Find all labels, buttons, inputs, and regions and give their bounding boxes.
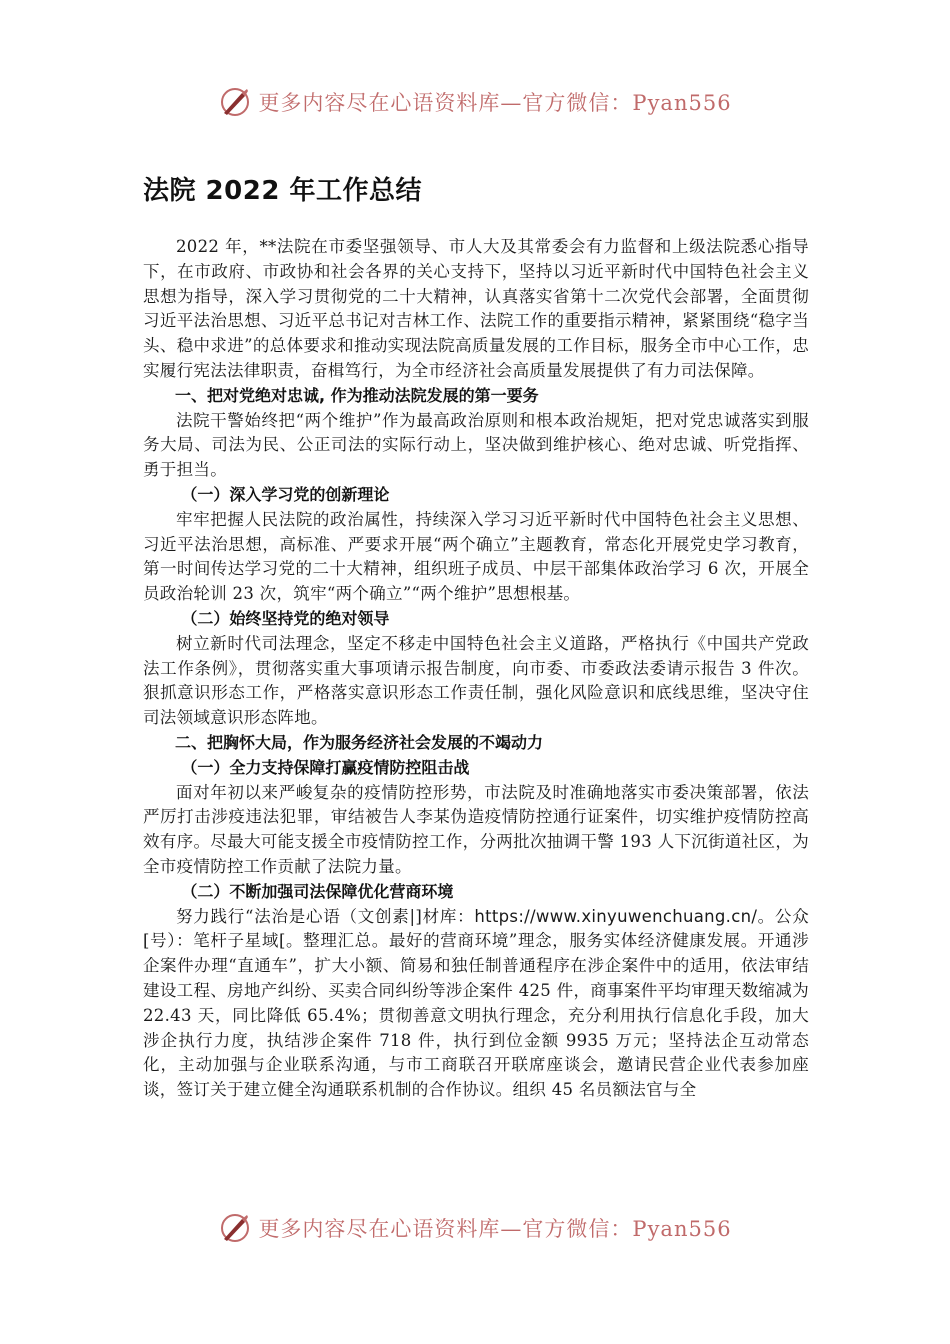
watermark-text: 更多内容尽在心语资料库—官方微信：Pyan556: [258, 91, 732, 115]
watermark-text: 更多内容尽在心语资料库—官方微信：Pyan556: [258, 1217, 732, 1241]
document-body: [143, 170, 809, 1103]
section-1-1-paragraph: 牢牢把握人民法院的政治属性，持续深入学习习近平新时代中国特色社会主义思想、习近平法治思想，高标准、严要求开展“两个确立”主题教育，常态化开展党史学习教育，第一时间传达学习党的二十大精神，组织班子成员、中层干部集体政治学习 6 次，开展全员政治轮训 23 次，筑牢“两个确立”“两个维护”思想根基。: [143, 509, 809, 604]
section-1-heading: 一、把对党绝对忠诚, 作为推动法院发展的第一要务: [175, 385, 539, 405]
section-2-heading: 二、把胸怀大局，作为服务经济社会发展的不竭动力: [175, 732, 544, 752]
section-2-1-heading: （一）全力支持保障打赢疫情防控阻击战: [181, 757, 470, 777]
section-2-2-heading: （二）不断加强司法保障优化营商环境: [181, 881, 454, 901]
section-2-2-paragraph: [143, 905, 809, 1103]
section-1-2-paragraph: 树立新时代司法理念，坚定不移走中国特色社会主义道路，严格执行《中国共产党政法工作条例》，贯彻落实重大事项请示报告制度，向市委、市委政法委请示报告 3 件次。狠抓意识形态工作，严格落实意识形态工作责任制，强化风险意识和底线思维，坚决守住司法领域意识形态阵地。: [143, 633, 809, 728]
section-1-paragraph: 法院干警始终把“两个维护”作为最高政治原则和根本政治规矩，把对党忠诚落实到服务大局、司法为民、公正司法的实际行动上，坚决做到维护核心、绝对忠诚、听党指挥、勇于担当。: [143, 410, 809, 480]
page-title: 法院 2022 年工作总结: [143, 176, 422, 206]
quill-pen-logo-icon: [218, 85, 252, 119]
quill-pen-logo-icon: [218, 1211, 252, 1245]
footer-watermark: [0, 1208, 950, 1248]
intro-paragraph: 2022 年，**法院在市委坚强领导、市人大及其常委会有力监督和上级法院悉心指导下，在市政府、市政协和社会各界的关心支持下，坚持以习近平新时代中国特色社会主义思想为指导，深入学习贯彻党的二十大精神，认真落实省第十二次党代会部署，全面贯彻习近平法治思想、习近平总书记对吉林工作、法院工作的重要指示精神，紧紧围绕“稳字当头、稳中求进”的总体要求和推动实现法院高质量发展的工作目标，服务全市中心工作，忠实履行宪法法律职责，奋楫笃行，为全市经济社会高质量发展提供了有力司法保障。: [143, 237, 809, 380]
section-2-1-paragraph: 面对年初以来严峻复杂的疫情防控形势，市法院及时准确地落实市委决策部署，依法严厉打击涉疫违法犯罪，审结被告人李某伪造疫情防控通行证案件，切实维护疫情防控高效有序。尽最大可能支援全市疫情防控工作，分两批次抽调干警 193 人下沉街道社区，为全市疫情防控工作贡献了法院力量。: [143, 782, 809, 876]
website-link[interactable]: https://www.xinyuwenchuang.cn/: [474, 906, 758, 926]
section-2-2-text-b: 。公众[号）：笔杆子星域[。整理汇总。最好的营商环境”理念，服务实体经济健康发展。开通涉企案件办理“直通车”，扩大小额、简易和独任制普通程序在涉企案件中的适用，依法审结建设工程、房地产纠纷、买卖合同纠纷等涉企案件 425 件，商事案件平均审理天数缩减为 22.43 天，同比降低 65.4%；贯彻善意文明执行理念，充分利用执行信息化手段，加大涉企执行力度，执结涉企案件 718 件，执行到位金额 9935 万元；坚持法企互动常态化，主动加强与企业联系沟通，与市工商联召开联席座谈会，邀请民营企业代表参加座谈，签订关于建立健全沟通联系机制的合作协议。组织 45 名员额法官与全: [143, 906, 809, 1100]
section-1-2-heading: （二）始终坚持党的绝对领导: [181, 608, 390, 628]
section-1-1-heading: （一）深入学习党的创新理论: [181, 484, 390, 504]
section-2-2-text-a: 努力践行“法治是心语（文创素|]材库：: [176, 906, 475, 926]
header-watermark: [0, 82, 950, 122]
